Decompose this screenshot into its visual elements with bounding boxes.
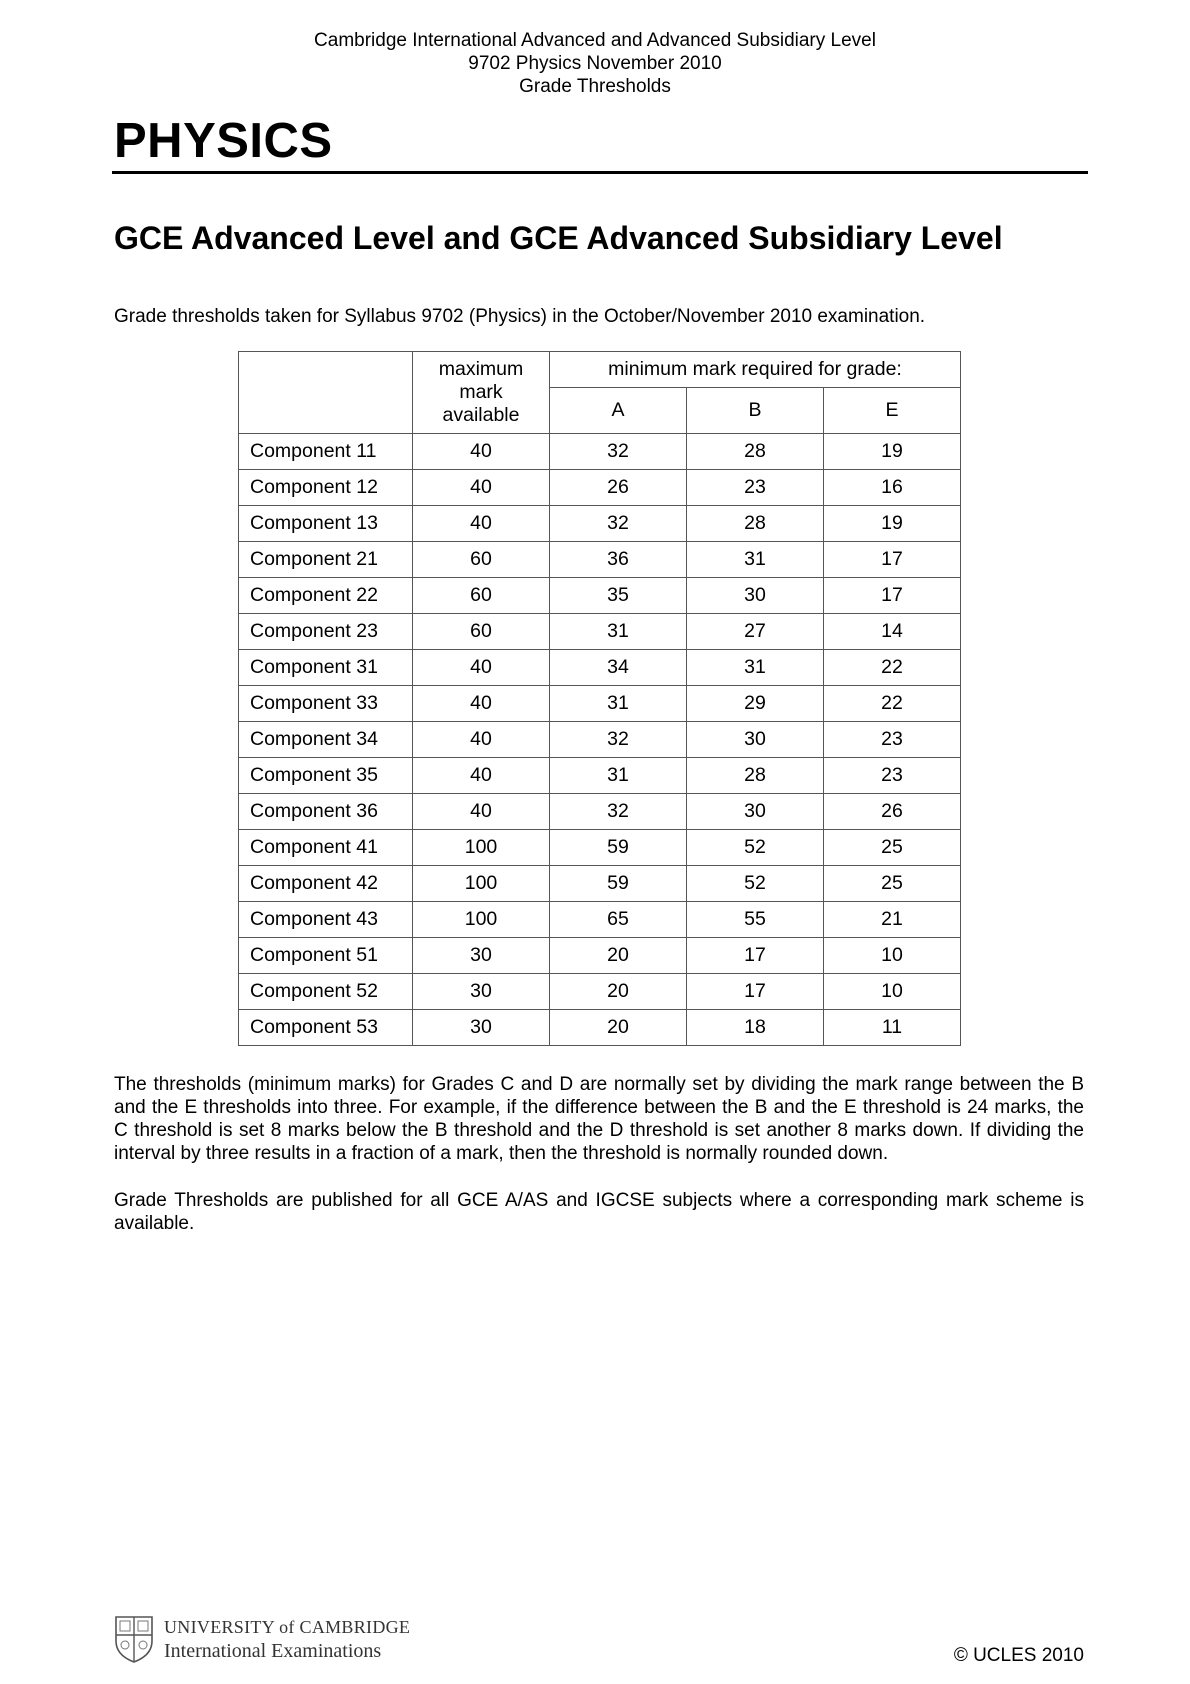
grade-b-cell: 27 — [687, 614, 824, 650]
grade-a-cell: 31 — [550, 614, 687, 650]
table-row — [239, 434, 961, 470]
table-row — [239, 758, 961, 794]
grade-e-cell: 10 — [824, 974, 961, 1010]
grade-a-cell: 31 — [550, 686, 687, 722]
header-line-1: Cambridge International Advanced and Advanced Subsidiary Level — [314, 30, 876, 51]
level-heading: GCE Advanced Level and GCE Advanced Subsidiary Level — [114, 220, 1003, 256]
max-mark-cell: 60 — [413, 578, 550, 614]
grade-b-cell: 52 — [687, 866, 824, 902]
grade-b-cell: 23 — [687, 470, 824, 506]
table-row — [239, 542, 961, 578]
grade-a-cell: 36 — [550, 542, 687, 578]
grade-e-cell: 10 — [824, 938, 961, 974]
grade-b-cell: 52 — [687, 830, 824, 866]
max-mark-header-line: available — [442, 404, 520, 426]
grade-e-cell: 25 — [824, 830, 961, 866]
note-paragraph-cd-thresholds: The thresholds (minimum marks) for Grades C and D are normally set by dividing the mark range between the B and the E thresholds into three. For example, if the difference between the B and the E threshold is 24 marks, the C threshold is set 8 marks below the B threshold and the D threshold is set another 8 marks down. If dividing the interval by three results in a fraction of a mark, then the threshold is normally rounded down. — [114, 1074, 1084, 1164]
cambridge-crest-icon — [114, 1615, 154, 1663]
grade-a-cell: 65 — [550, 902, 687, 938]
grade-b-cell: 31 — [687, 542, 824, 578]
table-row — [239, 1010, 961, 1046]
component-cell: Component 35 — [239, 758, 413, 794]
grade-e-cell: 23 — [824, 758, 961, 794]
table-row — [239, 650, 961, 686]
max-mark-cell: 30 — [413, 938, 550, 974]
table-row — [239, 686, 961, 722]
grade-e-cell: 11 — [824, 1010, 961, 1046]
grade-b-cell: 17 — [687, 938, 824, 974]
grade-e-cell: 17 — [824, 578, 961, 614]
max-mark-cell: 40 — [413, 722, 550, 758]
logo-subtitle: International Examinations — [164, 1640, 382, 1662]
grade-b-cell: 31 — [687, 650, 824, 686]
grade-a-cell: 32 — [550, 506, 687, 542]
grade-a-cell: 20 — [550, 974, 687, 1010]
component-cell: Component 31 — [239, 650, 413, 686]
grade-a-cell: 20 — [550, 1010, 687, 1046]
grade-a-cell: 32 — [550, 434, 687, 470]
grade-b-cell: 30 — [687, 794, 824, 830]
page-header — [0, 29, 1190, 98]
max-mark-cell: 40 — [413, 470, 550, 506]
component-cell: Component 42 — [239, 866, 413, 902]
table-row — [239, 470, 961, 506]
min-mark-header: minimum mark required for grade: — [550, 352, 961, 388]
grade-a-cell: 32 — [550, 722, 687, 758]
component-cell: Component 21 — [239, 542, 413, 578]
grade-b-cell: 17 — [687, 974, 824, 1010]
grade-b-cell: 28 — [687, 434, 824, 470]
table-row — [239, 578, 961, 614]
notes — [114, 1073, 1084, 1259]
max-mark-header — [413, 352, 550, 434]
component-cell: Component 11 — [239, 434, 413, 470]
grade-e-cell: 22 — [824, 650, 961, 686]
grade-e-cell: 22 — [824, 686, 961, 722]
table-row — [239, 794, 961, 830]
grade-a-cell: 31 — [550, 758, 687, 794]
table-row — [239, 506, 961, 542]
max-mark-cell: 40 — [413, 794, 550, 830]
max-mark-cell: 100 — [413, 902, 550, 938]
max-mark-cell: 40 — [413, 650, 550, 686]
table-row — [239, 614, 961, 650]
table-row — [239, 866, 961, 902]
copyright: © UCLES 2010 — [953, 1645, 1084, 1666]
table-row — [239, 722, 961, 758]
max-mark-cell: 100 — [413, 830, 550, 866]
title-divider — [112, 171, 1088, 174]
component-cell: Component 36 — [239, 794, 413, 830]
grade-e-cell: 21 — [824, 902, 961, 938]
grade-b-cell: 18 — [687, 1010, 824, 1046]
table-row — [239, 974, 961, 1010]
grade-e-header: E — [824, 388, 961, 434]
table-row — [239, 902, 961, 938]
component-cell: Component 52 — [239, 974, 413, 1010]
grade-e-cell: 23 — [824, 722, 961, 758]
threshold-rows — [239, 434, 961, 1046]
intro-text: Grade thresholds taken for Syllabus 9702 (Physics) in the October/November 2010 examination. — [114, 306, 926, 327]
cambridge-logo — [114, 1614, 414, 1664]
grade-e-cell: 25 — [824, 866, 961, 902]
component-cell: Component 34 — [239, 722, 413, 758]
grade-a-cell: 34 — [550, 650, 687, 686]
grade-b-cell: 28 — [687, 758, 824, 794]
grade-e-cell: 26 — [824, 794, 961, 830]
component-cell: Component 33 — [239, 686, 413, 722]
header-line-2: 9702 Physics November 2010 — [468, 53, 722, 74]
max-mark-cell: 40 — [413, 758, 550, 794]
max-mark-header-line: maximum — [438, 358, 524, 380]
grade-b-header: B — [687, 388, 824, 434]
grade-e-cell: 16 — [824, 470, 961, 506]
grade-a-cell: 26 — [550, 470, 687, 506]
grade-a-header: A — [550, 388, 687, 434]
grade-e-cell: 19 — [824, 434, 961, 470]
subject-title: PHYSICS — [114, 114, 333, 168]
max-mark-cell: 40 — [413, 686, 550, 722]
grade-a-cell: 35 — [550, 578, 687, 614]
grade-b-cell: 29 — [687, 686, 824, 722]
table-row — [239, 830, 961, 866]
grade-e-cell: 17 — [824, 542, 961, 578]
max-mark-cell: 60 — [413, 614, 550, 650]
logo-university-name: UNIVERSITY of CAMBRIDGE — [164, 1617, 411, 1637]
max-mark-cell: 30 — [413, 1010, 550, 1046]
component-cell: Component 12 — [239, 470, 413, 506]
component-cell: Component 53 — [239, 1010, 413, 1046]
grade-b-cell: 55 — [687, 902, 824, 938]
grade-a-cell: 32 — [550, 794, 687, 830]
grade-a-cell: 59 — [550, 830, 687, 866]
component-cell: Component 22 — [239, 578, 413, 614]
grade-e-cell: 14 — [824, 614, 961, 650]
max-mark-header-line: mark — [459, 381, 503, 403]
grade-a-cell: 59 — [550, 866, 687, 902]
grade-b-cell: 30 — [687, 722, 824, 758]
max-mark-cell: 40 — [413, 506, 550, 542]
component-cell: Component 23 — [239, 614, 413, 650]
grade-e-cell: 19 — [824, 506, 961, 542]
grade-b-cell: 28 — [687, 506, 824, 542]
note-paragraph-publication: Grade Thresholds are published for all GCE A/AS and IGCSE subjects where a corresponding mark scheme is available. — [114, 1190, 1084, 1234]
component-cell: Component 41 — [239, 830, 413, 866]
max-mark-cell: 100 — [413, 866, 550, 902]
max-mark-cell: 60 — [413, 542, 550, 578]
header-line-3: Grade Thresholds — [519, 76, 671, 97]
component-cell: Component 13 — [239, 506, 413, 542]
table-row — [239, 938, 961, 974]
component-cell: Component 43 — [239, 902, 413, 938]
header-blank-cell — [239, 352, 413, 434]
component-cell: Component 51 — [239, 938, 413, 974]
grade-b-cell: 30 — [687, 578, 824, 614]
grade-a-cell: 20 — [550, 938, 687, 974]
max-mark-cell: 30 — [413, 974, 550, 1010]
max-mark-cell: 40 — [413, 434, 550, 470]
grade-threshold-table — [238, 351, 961, 1046]
